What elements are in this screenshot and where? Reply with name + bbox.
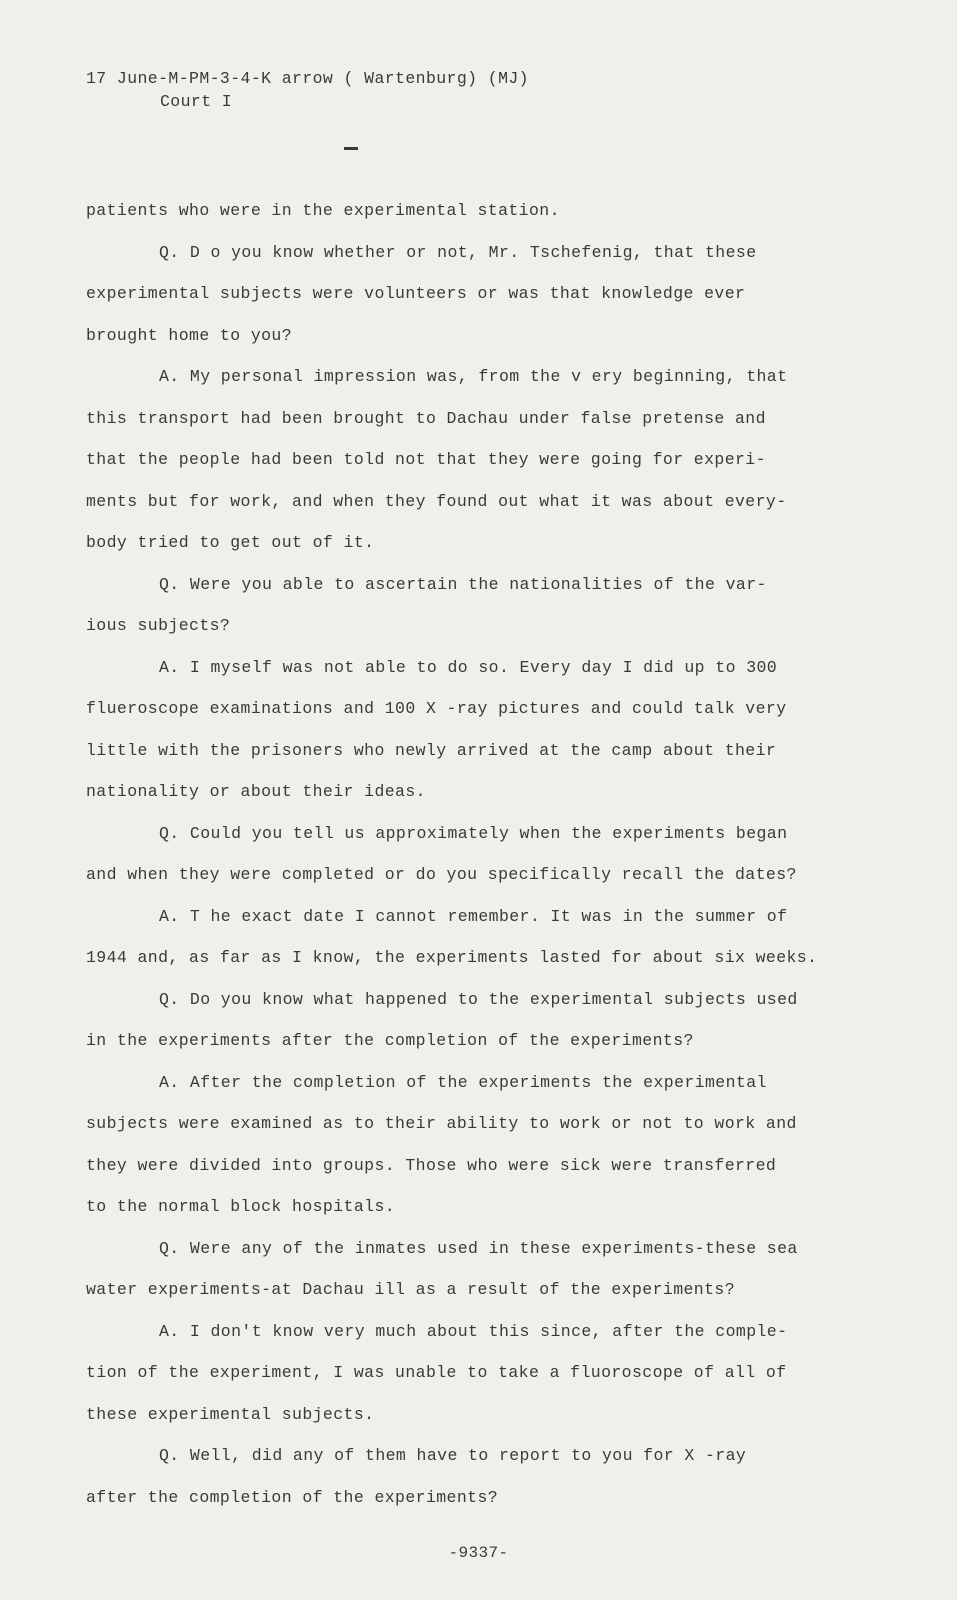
text-line: little with the prisoners who newly arrived at the camp about their	[86, 740, 777, 760]
paragraph-first-line: Q. Could you tell us approximately when the experiments began	[159, 823, 788, 843]
text-line: they were divided into groups. Those who were sick were transferred	[86, 1155, 777, 1175]
paragraph-first-line: Q. Well, did any of them have to report to you for X -ray	[159, 1446, 747, 1465]
page-number: -9337-	[448, 1544, 509, 1562]
text-line: after the completion of the experiments?	[86, 1487, 499, 1507]
text-line: brought home to you?	[86, 325, 293, 345]
text-line: that the people had been told not that they were going for experi-	[86, 450, 766, 469]
paragraph-first-line: A. My personal impression was, from the v ery beginning, that	[159, 367, 788, 386]
text-line: experimental subjects were volunteers or was that knowledge ever	[86, 284, 746, 303]
paragraph-first-line: Q. Do you know what happened to the experimental subjects used	[159, 989, 798, 1009]
typewriter-dash-mark	[344, 147, 358, 150]
paragraph-first-line: A. T he exact date I cannot remember. It was in the summer of	[159, 906, 788, 926]
paragraph-first-line: Q. Were any of the inmates used in these experiments-these sea	[159, 1238, 798, 1258]
text-line: to the normal block hospitals.	[86, 1197, 396, 1216]
paragraph-first-line: Q. D o you know whether or not, Mr. Tschefenig, that these	[159, 242, 757, 262]
paragraph-first-line: A. I don't know very much about this since, after the comple-	[159, 1321, 788, 1341]
paragraph-first-line: A. After the completion of the experiments the experimental	[159, 1072, 767, 1092]
text-line: this transport had been brought to Dachau under false pretense and	[86, 408, 766, 428]
transcript-body	[86, 190, 826, 1518]
text-line: 1944 and, as far as I know, the experiments lasted for about six weeks.	[86, 948, 818, 967]
text-line: water experiments-at Dachau ill as a result of the experiments?	[86, 1280, 736, 1299]
text-line: nationality or about their ideas.	[86, 782, 426, 801]
paragraph-first-line: Q. Were you able to ascertain the nationalities of the var-	[159, 574, 767, 594]
text-line: and when they were completed or do you specifically recall the dates?	[86, 865, 797, 884]
transcript-header	[86, 67, 529, 113]
text-line: in the experiments after the completion of the experiments?	[86, 1031, 694, 1050]
text-line: patients who were in the experimental station.	[86, 201, 560, 220]
text-line: these experimental subjects.	[86, 1404, 375, 1424]
text-line: ments but for work, and when they found out what it was about every-	[86, 491, 787, 511]
text-line: body tried to get out of it.	[86, 533, 375, 552]
text-line: tion of the experiment, I was unable to take a fluoroscope of all of	[86, 1363, 787, 1382]
text-line: flueroscope examinations and 100 X -ray pictures and could talk very	[86, 699, 787, 718]
paragraph-first-line: A. I myself was not able to do so. Every day I did up to 300	[159, 657, 778, 677]
text-line: ious subjects?	[86, 616, 231, 635]
header-court-line: Court I	[160, 92, 233, 111]
text-line: subjects were examined as to their ability to work or not to work and	[86, 1114, 797, 1133]
header-session-line: 17 June-M-PM-3-4-K arrow ( Wartenburg) (MJ)	[86, 69, 529, 88]
